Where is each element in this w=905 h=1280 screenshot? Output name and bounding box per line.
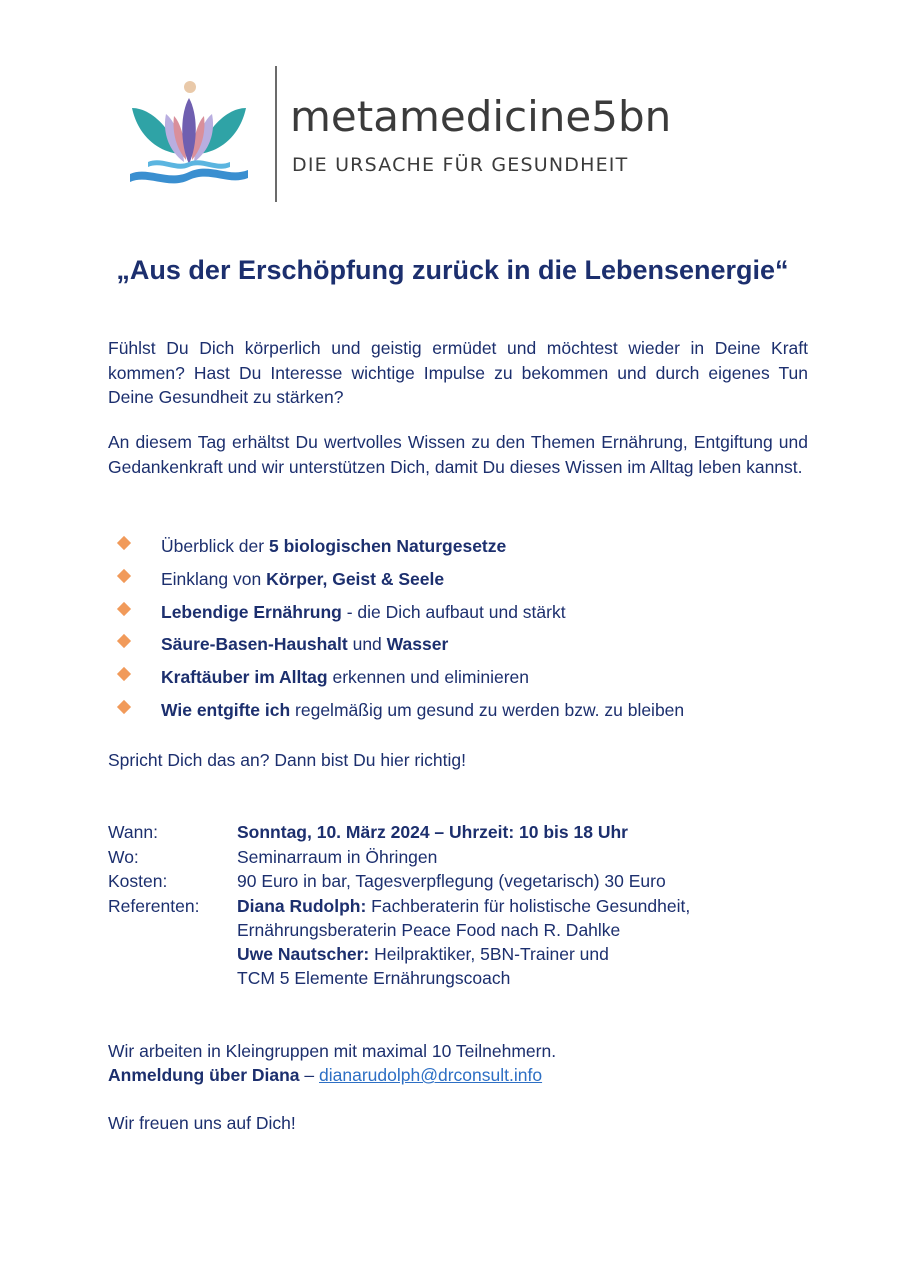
list-item [0, 664, 905, 697]
speaker-2-name: Uwe Nautscher: [237, 944, 370, 964]
speaker-1-line-1: Diana Rudolph: Fachberaterin für holistische Gesundheit, [237, 896, 691, 916]
closing-line: Wir freuen uns auf Dich! [108, 1113, 296, 1133]
topic-list [0, 533, 905, 730]
brand-tagline: DIE URSACHE FÜR GESUNDHEIT [292, 154, 629, 176]
call-to-action: Spricht Dich das an? Dann bist Du hier richtig! [108, 750, 466, 770]
list-item-text: Säure-Basen-Haushalt und Wasser [161, 634, 449, 655]
list-item-text: Lebendige Ernährung - die Dich aufbaut und stärkt [161, 601, 566, 622]
speakers-label: Referenten: [108, 896, 200, 916]
list-item-text: Wie entgifte ich regelmäßig um gesund zu werden bzw. zu bleiben [161, 699, 685, 720]
diamond-bullet-icon [117, 667, 131, 681]
list-item [0, 697, 905, 730]
list-item [0, 533, 905, 566]
email-link[interactable]: dianarudolph@drconsult.info [319, 1065, 543, 1085]
intro-paragraph-1: Fühlst Du Dich körperlich und geistig ermüdet und möchtest wieder in Deine Kraft kommen? Hast Du Interesse wichtige Impulse zu bekommen und durch eigenes Tun Deine Gesundheit zu stärken? [108, 338, 808, 407]
diamond-bullet-icon [117, 700, 131, 714]
list-item-text: Kraftäuber im Alltag erkennen und eliminieren [161, 667, 529, 688]
registration-label: Anmeldung über Diana [108, 1065, 300, 1085]
diamond-bullet-icon [117, 602, 131, 616]
speaker-2-line-1: Uwe Nautscher: Heilpraktiker, 5BN-Trainer und [237, 944, 609, 964]
diamond-bullet-icon [117, 569, 131, 583]
cost-label: Kosten: [108, 871, 168, 891]
where-value: Seminarraum in Öhringen [237, 847, 438, 867]
speaker-1-name: Diana Rudolph: [237, 896, 367, 916]
intro-paragraph-2: An diesem Tag erhältst Du wertvolles Wissen zu den Themen Ernährung, Entgiftung und Gedankenkraft und wir unterstützen Dich, damit Du dieses Wissen im Alltag leben kannst. [108, 432, 808, 477]
speaker-2-line-2: TCM 5 Elemente Ernährungscoach [237, 968, 511, 988]
where-label: Wo: [108, 847, 139, 867]
group-size-note: Wir arbeiten in Kleingruppen mit maximal 10 Teilnehmern. [108, 1041, 557, 1061]
lotus-logo-icon [128, 78, 250, 190]
list-item-text: Überblick der 5 biologischen Naturgesetze [161, 536, 507, 556]
registration-line: Anmeldung über Diana – dianarudolph@drconsult.info [108, 1065, 543, 1085]
logo-divider [275, 66, 277, 202]
diamond-bullet-icon [117, 536, 131, 550]
list-item-text: Einklang von Körper, Geist & Seele [161, 568, 445, 589]
speaker-1-line-2: Ernährungsberaterin Peace Food nach R. Dahlke [237, 920, 621, 940]
cost-value: 90 Euro in bar, Tagesverpflegung (vegetarisch) 30 Euro [237, 871, 666, 891]
when-value: Sonntag, 10. März 2024 – Uhrzeit: 10 bis 18 Uhr [237, 822, 628, 842]
list-item [0, 599, 905, 632]
diamond-bullet-icon [117, 634, 131, 648]
when-label: Wann: [108, 822, 158, 842]
list-item [0, 566, 905, 599]
list-item [0, 631, 905, 664]
page-title: „Aus der Erschöpfung zurück in die Lebensenergie“ [116, 255, 789, 285]
brand-name: metamedicine5bn [290, 92, 672, 141]
